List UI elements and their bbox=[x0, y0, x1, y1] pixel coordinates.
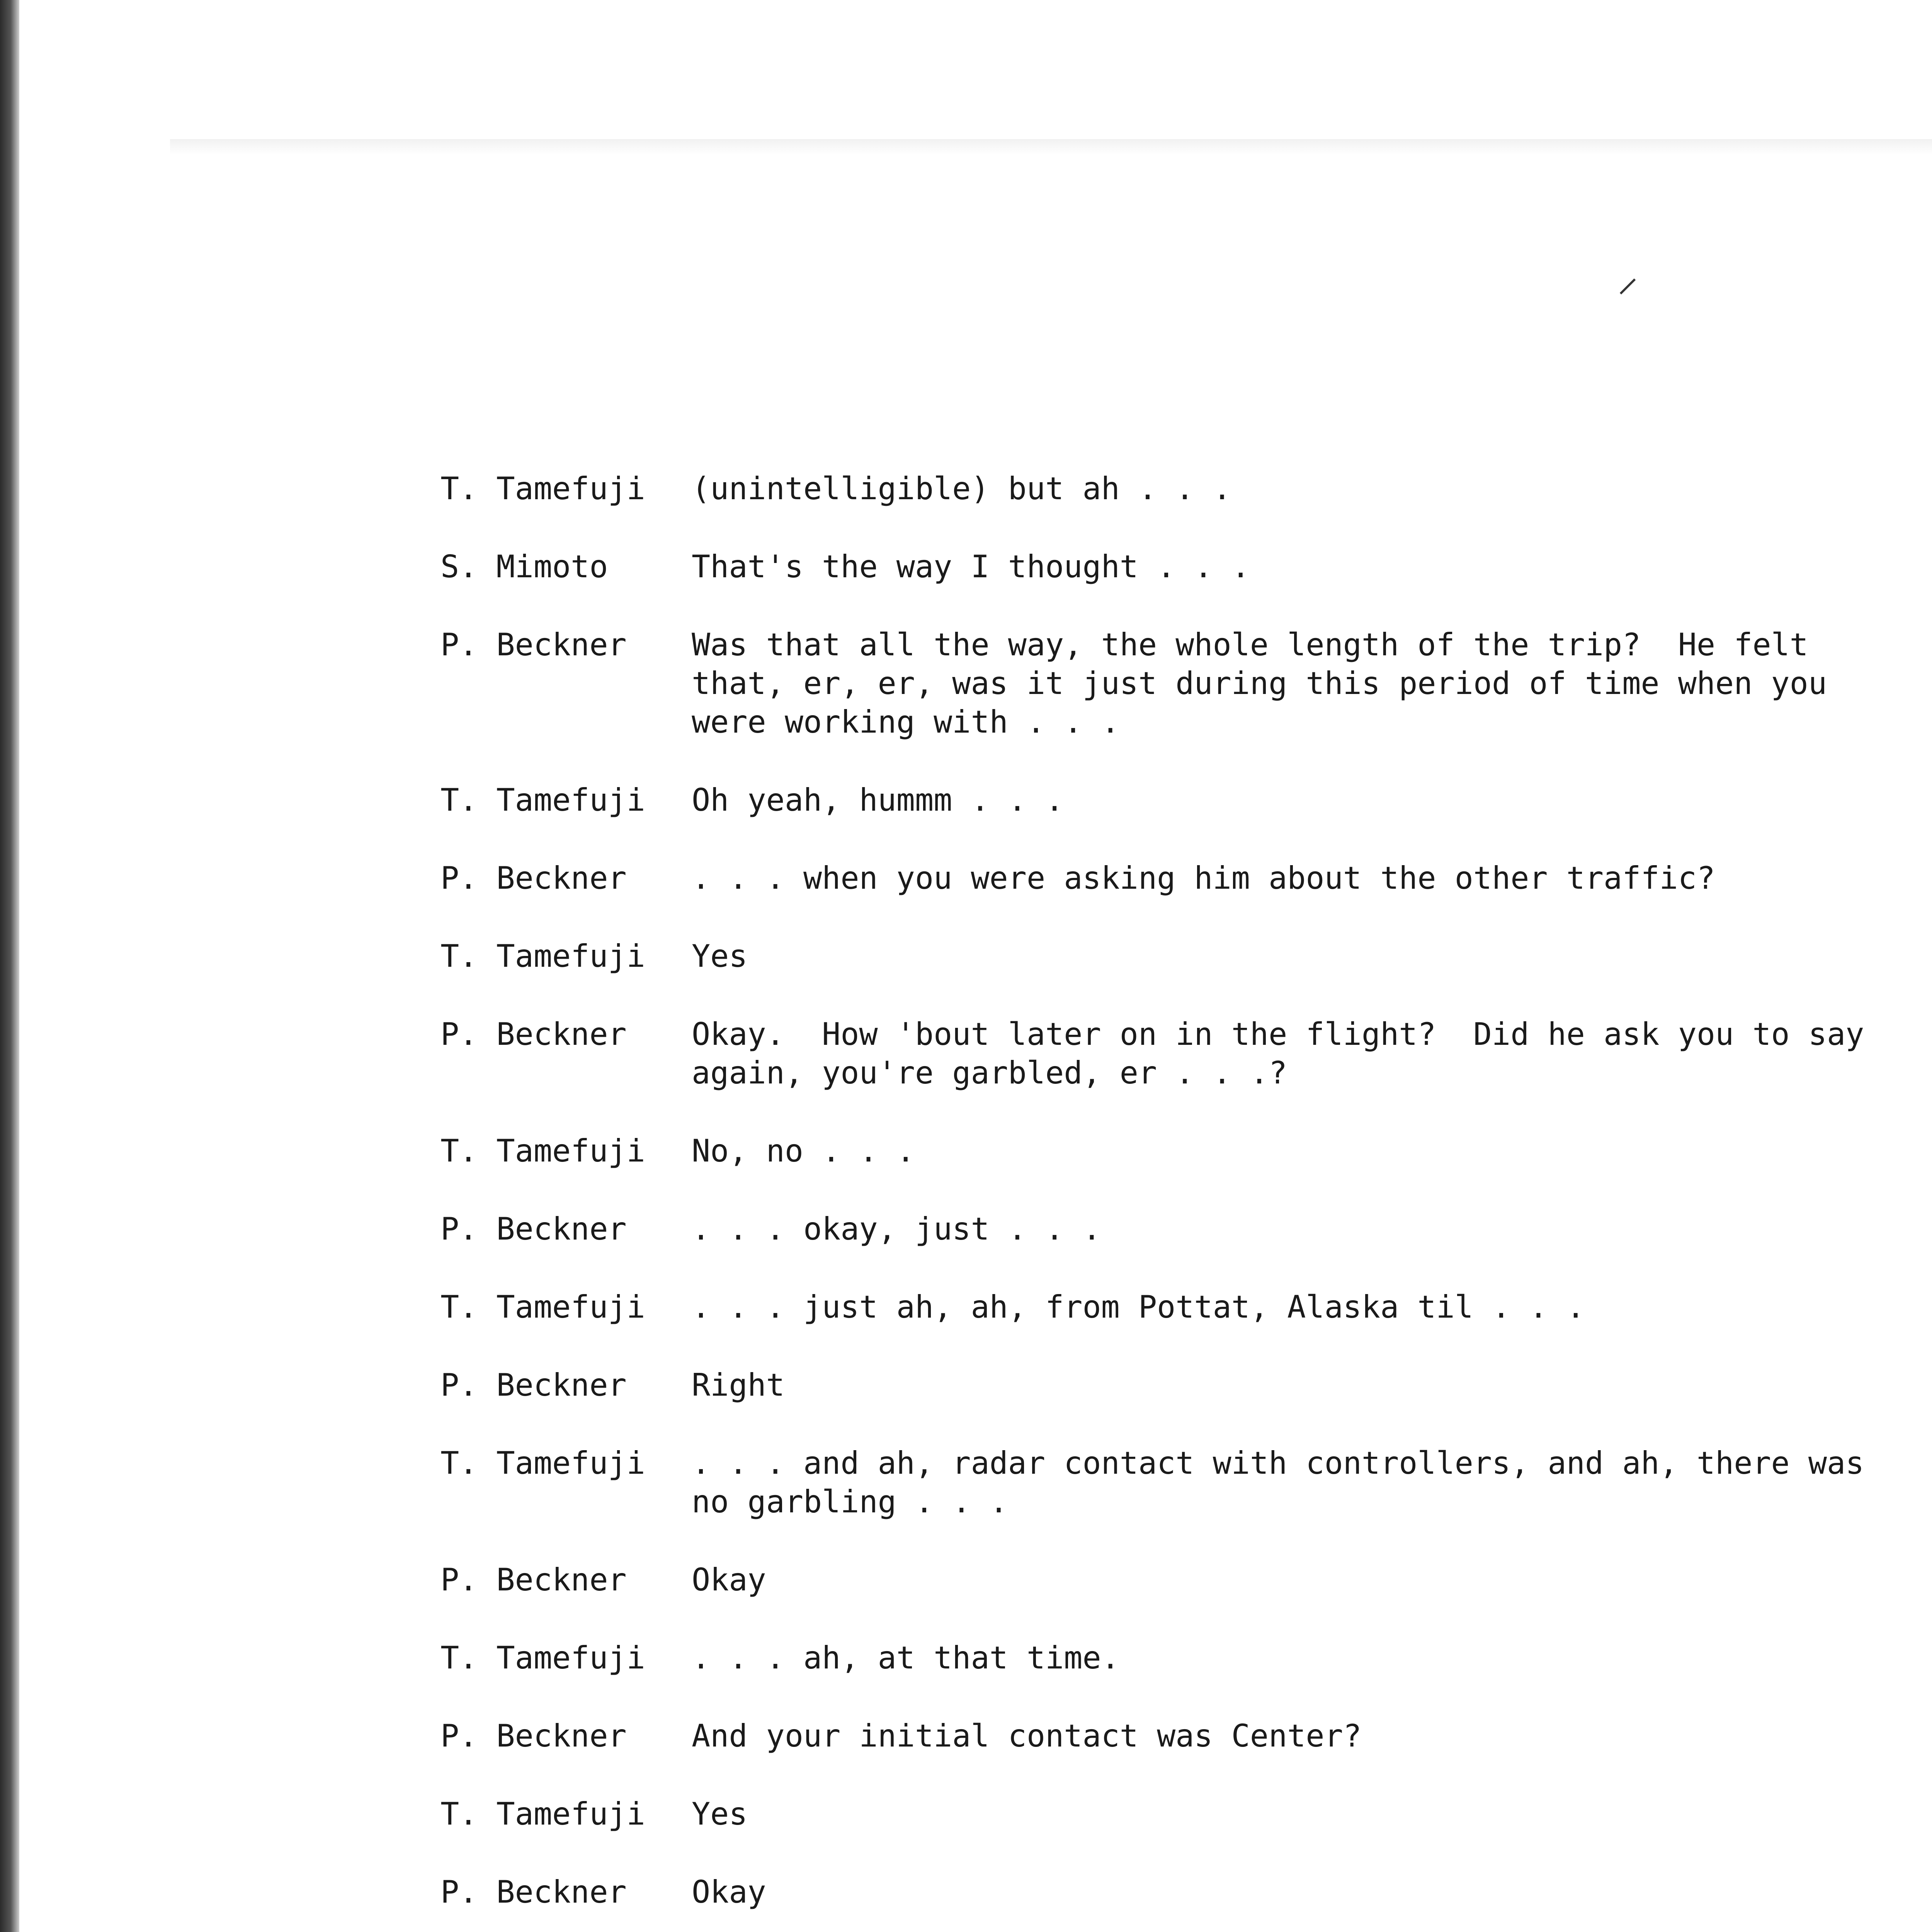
stray-pen-mark: ⸝ bbox=[1617, 252, 1638, 301]
transcript-entry bbox=[440, 859, 1932, 898]
speech-text: And your initial contact was Center? bbox=[692, 1718, 1362, 1754]
speaker-name: P. Beckner bbox=[440, 1016, 627, 1052]
speech-text: . . . when you were asking him about the other traffic? bbox=[692, 860, 1716, 896]
transcript-entry bbox=[440, 1795, 1932, 1833]
transcript-entry bbox=[440, 1132, 1932, 1170]
speaker-name: P. Beckner bbox=[440, 627, 627, 663]
transcript-entry bbox=[440, 1210, 1932, 1248]
speaker-name: T. Tamefuji bbox=[440, 782, 645, 818]
scan-edge bbox=[0, 0, 19, 1932]
transcript bbox=[440, 469, 1932, 1932]
speaker-name: T. Tamefuji bbox=[440, 471, 645, 507]
speech-text: Oh yeah, hummm . . . bbox=[692, 782, 1064, 818]
speech-text: . . . okay, just . . . bbox=[692, 1211, 1101, 1247]
paper-edge-shadow bbox=[170, 139, 1932, 155]
speaker-name: P. Beckner bbox=[440, 1211, 627, 1247]
speaker-name: T. Tamefuji bbox=[440, 938, 645, 974]
transcript-entry bbox=[440, 626, 1932, 742]
speech-text: . . . and ah, radar contact with controllers, and ah, there was no garbling . . . bbox=[692, 1445, 1864, 1520]
speaker-name: P. Beckner bbox=[440, 860, 627, 896]
transcript-entry bbox=[440, 1717, 1932, 1755]
speaker-name: T. Tamefuji bbox=[440, 1640, 645, 1676]
speaker-name: S. Mimoto bbox=[440, 549, 608, 585]
speech-text: No, no . . . bbox=[692, 1133, 915, 1169]
speaker-name: P. Beckner bbox=[440, 1718, 627, 1754]
transcript-entry bbox=[440, 1288, 1932, 1327]
transcript-entry bbox=[440, 1873, 1932, 1912]
speech-text: Okay bbox=[692, 1562, 766, 1598]
transcript-entry bbox=[440, 1639, 1932, 1677]
speech-text: Right bbox=[692, 1367, 785, 1403]
speech-text: . . . just ah, ah, from Pottat, Alaska til . . . bbox=[692, 1289, 1585, 1325]
transcript-entry bbox=[440, 1561, 1932, 1599]
transcript-entry bbox=[440, 937, 1932, 976]
speech-text: Okay bbox=[692, 1874, 766, 1910]
transcript-entry bbox=[440, 781, 1932, 820]
transcript-entry bbox=[440, 1444, 1932, 1521]
speaker-name: P. Beckner bbox=[440, 1367, 627, 1403]
transcript-entry bbox=[440, 1015, 1932, 1092]
speaker-name: P. Beckner bbox=[440, 1874, 627, 1910]
speaker-name: P. Beckner bbox=[440, 1562, 627, 1598]
speech-text: Okay. How 'bout later on in the flight? Did he ask you to say again, you're garbled, er . . .? bbox=[692, 1016, 1864, 1091]
transcript-entry bbox=[440, 1366, 1932, 1405]
speech-text: Yes bbox=[692, 1796, 748, 1832]
speaker-name: T. Tamefuji bbox=[440, 1445, 645, 1481]
speech-text: (unintelligible) but ah . . . bbox=[692, 471, 1231, 507]
speech-text: That's the way I thought . . . bbox=[692, 549, 1250, 585]
speaker-name: T. Tamefuji bbox=[440, 1289, 645, 1325]
transcript-entry bbox=[440, 469, 1932, 508]
transcript-entry bbox=[440, 548, 1932, 586]
speech-text: . . . ah, at that time. bbox=[692, 1640, 1120, 1676]
speaker-name: T. Tamefuji bbox=[440, 1133, 645, 1169]
speech-text: Was that all the way, the whole length of the trip? He felt that, er, er, was it just during this period of time when you were working with . . . bbox=[692, 627, 1827, 740]
speech-text: Yes bbox=[692, 938, 748, 974]
speaker-name: T. Tamefuji bbox=[440, 1796, 645, 1832]
